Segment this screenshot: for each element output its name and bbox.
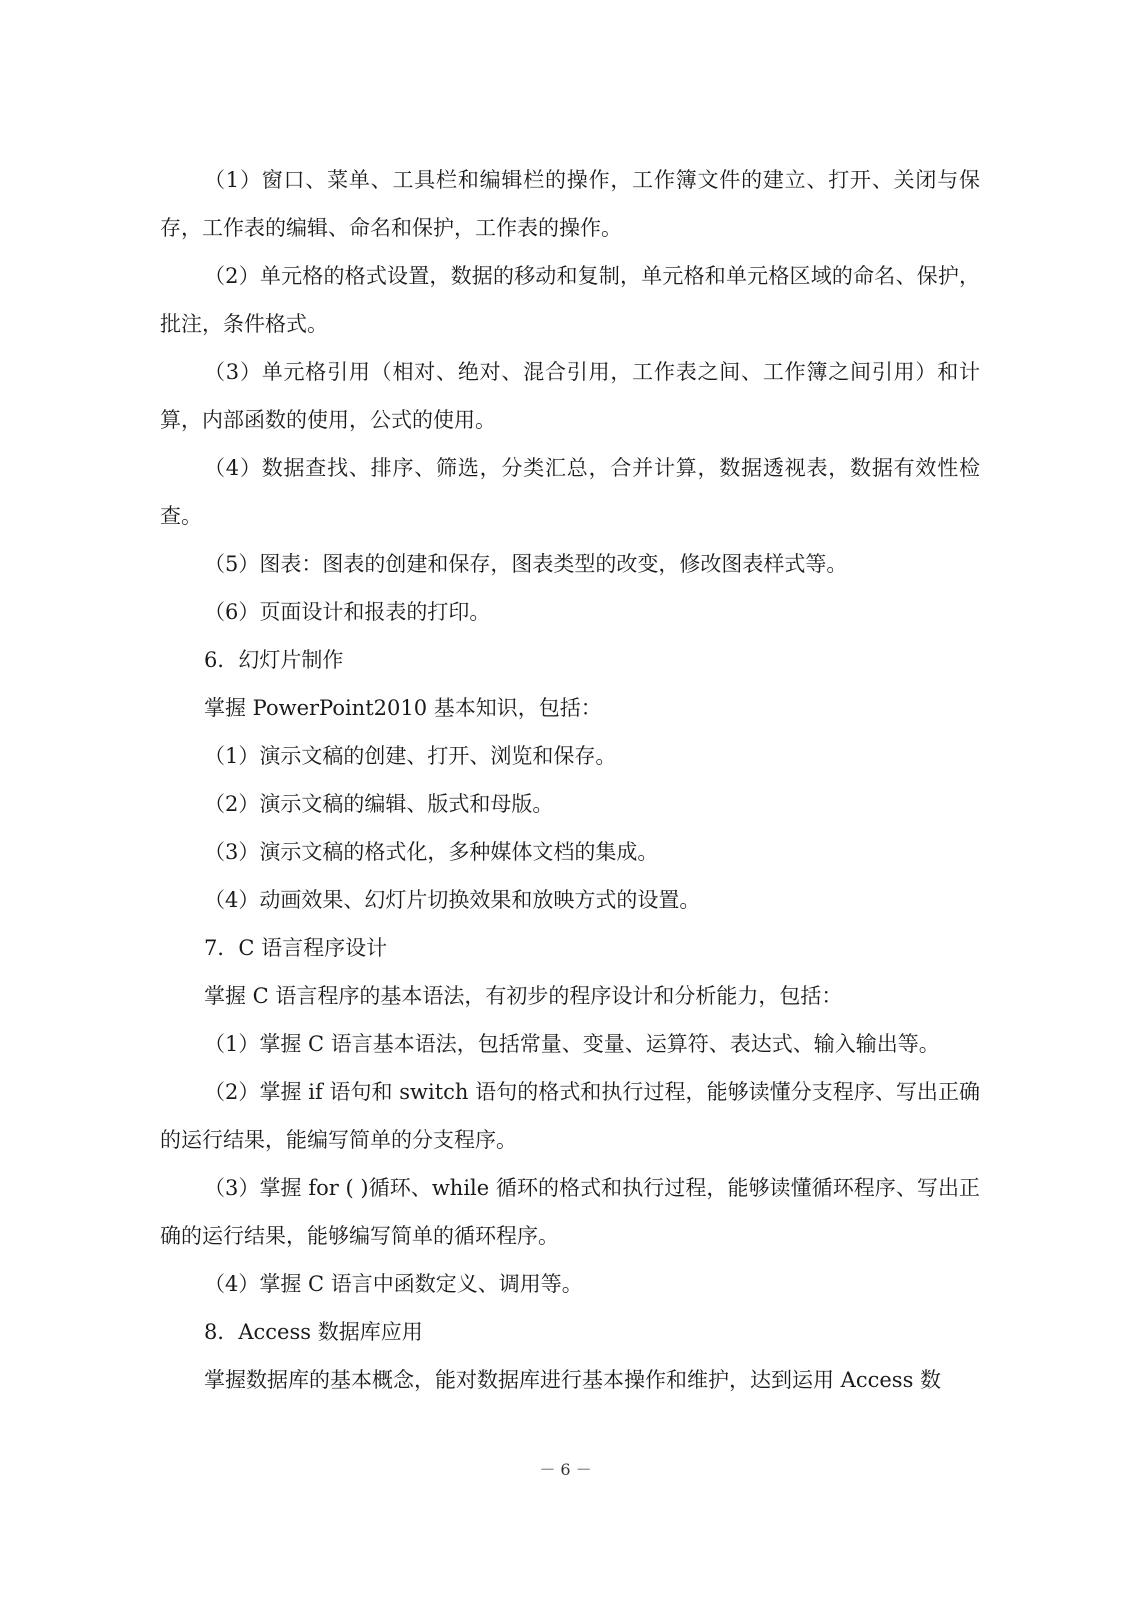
paragraph-data-operations: （4）数据查找、排序、筛选，分类汇总，合并计算，数据透视表，数据有效性检查。 [160,456,980,528]
paragraph-c-syntax: （1）掌握 C 语言基本语法，包括常量、变量、运算符、表达式、输入输出等。 [204,1032,940,1056]
paragraph-c-loops: （3）掌握 for ( )循环、while 循环的格式和执行过程，能够读懂循环程序、写出正确的运行结果，能够编写简单的循环程序。 [160,1176,980,1248]
paragraph-charts: （5）图表：图表的创建和保存，图表类型的改变，修改图表样式等。 [204,552,848,576]
paragraph-access-intro: 掌握数据库的基本概念，能对数据库进行基本操作和维护，达到运用 Access 数 [204,1368,942,1392]
section-heading-access: 8．Access 数据库应用 [204,1320,423,1344]
paragraph-ppt-animation: （4）动画效果、幻灯片切换效果和放映方式的设置。 [204,888,701,912]
section-heading-slides: 6．幻灯片制作 [204,648,344,672]
paragraph-c-intro: 掌握 C 语言程序的基本语法，有初步的程序设计和分析能力，包括： [204,984,843,1008]
section-heading-c-language: 7．C 语言程序设计 [204,936,388,960]
paragraph-ppt-format: （3）演示文稿的格式化，多种媒体文档的集成。 [204,840,659,864]
paragraph-excel-window-operations: （1）窗口、菜单、工具栏和编辑栏的操作，工作簿文件的建立、打开、关闭与保存，工作表的编辑、命名和保护，工作表的操作。 [160,168,980,240]
paragraph-cell-references: （3）单元格引用（相对、绝对、混合引用，工作表之间、工作簿之间引用）和计算，内部函数的使用，公式的使用。 [160,360,980,432]
paragraph-c-branching: （2）掌握 if 语句和 switch 语句的格式和执行过程，能够读懂分支程序、写出正确的运行结果，能编写简单的分支程序。 [160,1080,980,1152]
paragraph-ppt-create: （1）演示文稿的创建、打开、浏览和保存。 [204,744,617,768]
paragraph-page-setup: （6）页面设计和报表的打印。 [204,600,491,624]
paragraph-ppt-edit: （2）演示文稿的编辑、版式和母版。 [204,792,554,816]
paragraph-c-functions: （4）掌握 C 语言中函数定义、调用等。 [204,1272,583,1296]
paragraph-powerpoint-intro: 掌握 PowerPoint2010 基本知识，包括： [204,696,602,720]
paragraph-cell-formatting: （2）单元格的格式设置，数据的移动和复制，单元格和单元格区域的命名、保护，批注，条件格式。 [160,264,980,336]
page-number: － 6 － [539,1460,592,1479]
